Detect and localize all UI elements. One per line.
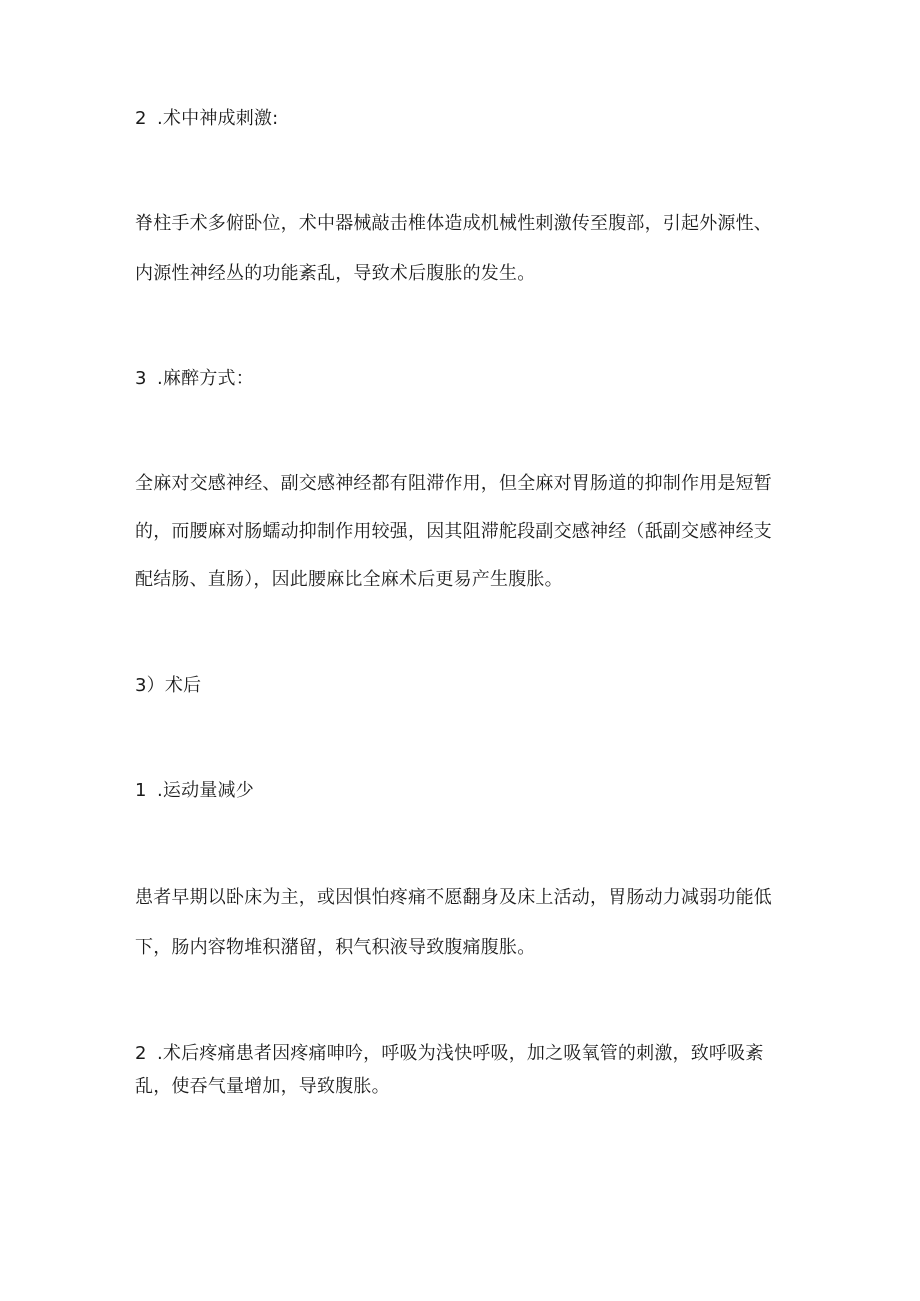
heading-number: 1 xyxy=(135,780,147,801)
paragraph-line: 患者早期以卧床为主，或因惧怕疼痛不愿翻身及床上活动，胃肠动力减弱功能低 xyxy=(135,887,772,908)
heading-intraop-nerve-stimulation xyxy=(135,107,795,131)
paragraph-line: 全麻对交感神经、副交感神经都有阻滞作用，但全麻对胃肠道的抑制作用是短暂 xyxy=(135,473,772,494)
paragraph-line: 脊柱手术多俯卧位，术中器械敲击椎体造成机械性刺激传至腹部，引起外源性、 xyxy=(135,213,772,234)
heading-reduced-activity xyxy=(135,779,795,803)
heading-text: .术中神成刺激: xyxy=(157,108,279,129)
heading-text: .麻醉方式： xyxy=(157,368,254,389)
paragraph-postop-pain-first-line xyxy=(135,1042,795,1066)
heading-number: 2 xyxy=(135,108,147,129)
heading-number: 2 xyxy=(135,1043,147,1064)
heading-anesthesia-method xyxy=(135,367,795,391)
paragraph-text: .术后疼痛患者因疼痛呻吟，呼吸为浅快呼吸，加之吸氧管的刺激，致呼吸紊 xyxy=(157,1043,764,1064)
paragraph-line: 内源性神经丛的功能紊乱，导致术后腹胀的发生。 xyxy=(135,263,536,284)
heading-text: .运动量减少 xyxy=(157,780,254,801)
paragraph-line: 乱，使吞气量增加，导致腹胀。 xyxy=(135,1076,390,1097)
paragraph-line: 下，肠内容物堆积潴留，积气积液导致腹痛腹胀。 xyxy=(135,937,536,958)
paragraph-line: 的，而腰麻对肠蠕动抑制作用较强，因其阻滞舵段副交感神经（舐副交感神经支 xyxy=(135,521,772,542)
heading-number: 3 xyxy=(135,368,147,389)
section-heading-postoperative: 3）术后 xyxy=(135,675,202,696)
paragraph-line: 配结肠、直肠），因此腰麻比全麻术后更易产生腹胀。 xyxy=(135,569,563,590)
